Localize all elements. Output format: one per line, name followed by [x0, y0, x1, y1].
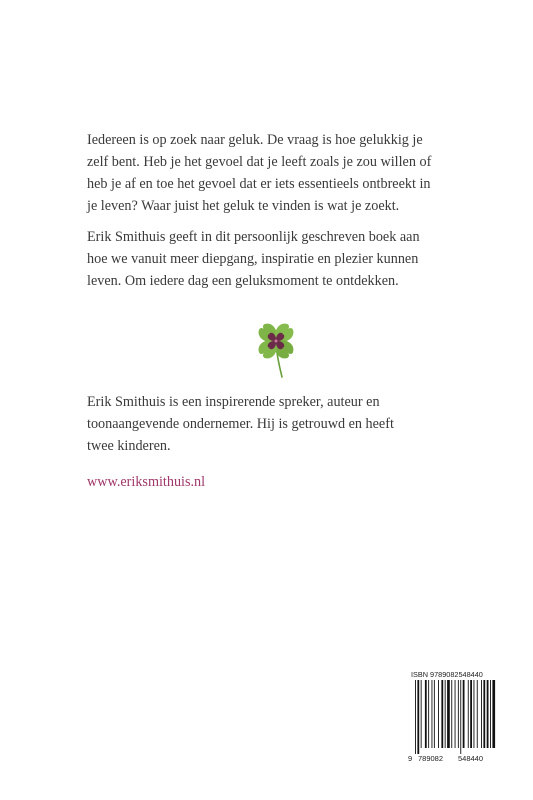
barcode-digit-group-2: 548440 — [458, 754, 484, 763]
barcode-digit-prefix: 9 — [408, 754, 413, 763]
barcode-bar — [477, 680, 478, 748]
isbn-label: ISBN 9789082548440 — [411, 670, 483, 679]
barcode-bar — [432, 680, 433, 748]
barcode-bar — [447, 680, 450, 748]
barcode-bar — [483, 680, 485, 748]
barcode-bar — [487, 680, 489, 748]
description-line: leven. Om iedere dag een geluksmoment te ontdekken. — [87, 273, 399, 289]
barcode-bar — [445, 680, 446, 748]
barcode-bar — [434, 680, 435, 748]
barcode-bar — [415, 680, 416, 754]
isbn-barcode — [407, 666, 497, 764]
barcode-bar — [458, 680, 459, 748]
barcode-bar — [463, 680, 465, 748]
author-bio-line: toonaangevende ondernemer. Hij is getrouwd en heeft — [87, 416, 394, 432]
description-paragraph — [87, 226, 467, 292]
barcode-bar — [417, 680, 419, 754]
intro-line: Iedereen is op zoek naar geluk. De vraag is hoe gelukkig je — [87, 132, 423, 148]
barcode-bar — [492, 680, 495, 748]
description-line: Erik Smithuis geeft in dit persoonlijk geschreven boek aan — [87, 229, 420, 245]
intro-line: je leven? Waar juist het geluk te vinden is wat je zoekt. — [87, 198, 400, 214]
barcode-digit-group-1: 789082 — [418, 754, 444, 763]
barcode-bar — [474, 680, 475, 748]
barcode-bar — [428, 680, 429, 748]
barcode-bar — [460, 680, 461, 754]
description-line: hoe we vanuit meer diepgang, inspiratie en plezier kunnen — [87, 251, 419, 267]
intro-paragraph — [87, 129, 467, 217]
barcode-bar — [470, 680, 472, 748]
barcode-bar — [481, 680, 482, 748]
author-bio — [87, 391, 467, 457]
intro-line: zelf bent. Heb je het gevoel dat je leeft zoals je zou willen of — [87, 154, 432, 170]
four-leaf-clover-icon — [250, 313, 302, 379]
barcode-bar — [425, 680, 427, 748]
barcode-bar — [441, 680, 443, 748]
intro-line: heb je af en toe het gevoel dat er iets essentieels ontbreekt in — [87, 176, 431, 192]
barcode-bar — [451, 680, 452, 748]
barcode-bar — [421, 680, 422, 748]
barcode-icon — [407, 680, 497, 764]
barcode-bar — [438, 680, 439, 748]
author-bio-line: twee kinderen. — [87, 438, 171, 454]
author-bio-line: Erik Smithuis is een inspirerende spreker, auteur en — [87, 394, 380, 410]
author-website-link[interactable]: www.eriksmithuis.nl — [87, 474, 206, 490]
barcode-bar — [455, 680, 456, 748]
barcode-bar — [490, 680, 491, 748]
barcode-bar — [468, 680, 469, 748]
